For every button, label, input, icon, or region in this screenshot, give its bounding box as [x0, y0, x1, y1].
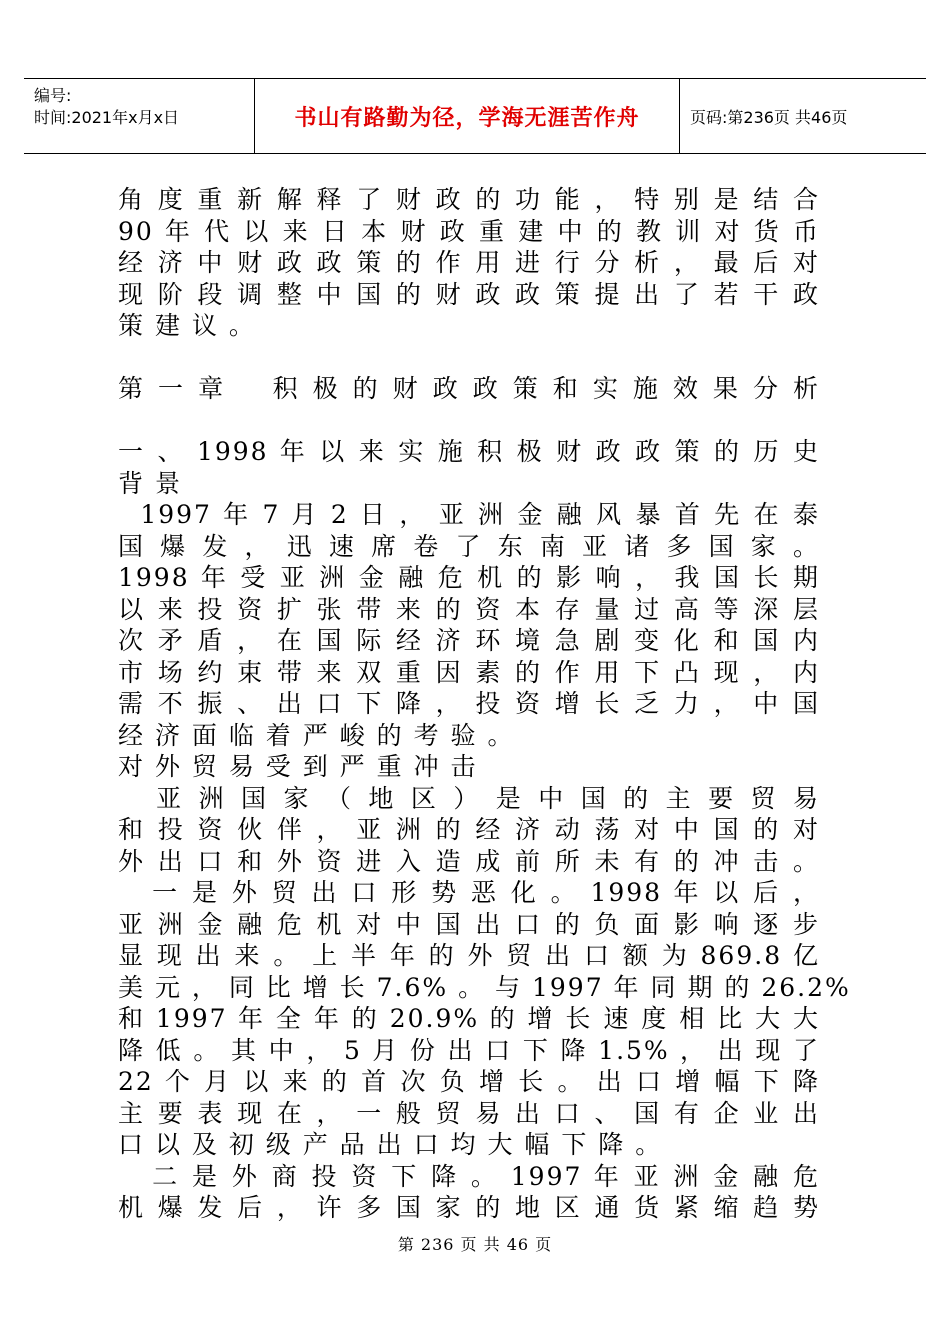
blank-line: [118, 342, 820, 374]
document-body: [118, 184, 851, 1224]
number-label: 编号:: [34, 86, 72, 105]
body-line: 和 投 资 伙 伴 ， 亚 洲 的 经 济 动 荡 对 中 国 的 对: [118, 815, 820, 844]
body-line: 美 元 ， 同 比 增 长 7.6% 。 与 1997 年 同 期 的 26.2%: [118, 972, 851, 1002]
body-line: 对 外 贸 易 受 到 严 重 冲 击: [118, 752, 478, 781]
body-line: 降 低 。 其 中 ， 5 月 份 出 口 下 降 1.5% ， 出 现 了: [118, 1035, 820, 1065]
blank-line: [118, 405, 820, 437]
body-line: 主 要 表 现 在 ， 一 般 贸 易 出 口 、 国 有 企 业 出: [118, 1098, 820, 1128]
body-line: 需 不 振 、 出 口 下 降 ， 投 资 增 长 乏 力 ， 中 国: [118, 689, 820, 718]
body-line: 经 济 中 财 政 政 策 的 作 用 进 行 分 析 ， 最 后 对: [118, 248, 820, 277]
body-line: 国 爆 发 ， 迅 速 席 卷 了 东 南 亚 诸 多 国 家 。: [118, 531, 820, 561]
header-motto: 书山有路勤为径，学海无涯苦作舟: [254, 79, 680, 153]
page-header: [24, 78, 926, 154]
body-line: 一 、 1998 年 以 来 实 施 积 极 财 政 政 策 的 历 史: [118, 437, 820, 466]
body-line: 1998 年 受 亚 洲 金 融 危 机 的 影 响 ， 我 国 长 期: [118, 563, 820, 592]
body-line: 口 以 及 初 级 产 品 出 口 均 大 幅 下 降 。: [118, 1130, 663, 1159]
body-line: 显 现 出 来 。 上 半 年 的 外 贸 出 口 额 为 869.8 亿: [118, 941, 820, 970]
header-meta: [24, 79, 254, 153]
body-line: 经 济 面 临 着 严 峻 的 考 验 。: [118, 720, 515, 750]
body-line: 市 场 约 束 带 来 双 重 因 素 的 作 用 下 凸 现 ， 内: [118, 657, 820, 687]
body-line: 22 个 月 以 来 的 首 次 负 增 长 。 出 口 增 幅 下 降: [118, 1067, 820, 1096]
body-line: 背 景: [118, 468, 182, 498]
body-line: 第 一 章 积 极 的 财 政 政 策 和 实 施 效 果 分 析: [118, 374, 820, 403]
header-page-label: 页码:第236页 共46页: [690, 107, 848, 127]
body-line: 二 是 外 商 投 资 下 降 。 1997 年 亚 洲 金 融 危: [118, 1161, 820, 1191]
body-line: 以 来 投 资 扩 张 带 来 的 资 本 存 量 过 高 等 深 层: [118, 594, 820, 624]
body-line: 现 阶 段 调 整 中 国 的 财 政 政 策 提 出 了 若 干 政: [118, 279, 820, 309]
body-line: 和 1997 年 全 年 的 20.9% 的 增 长 速 度 相 比 大 大: [118, 1004, 820, 1033]
page-footer: 第 236 页 共 46 页: [397, 1235, 553, 1254]
body-line: 90 年 代 以 来 日 本 财 政 重 建 中 的 教 训 对 货 币: [118, 216, 820, 246]
time-label: 时间:2021年x月x日: [34, 108, 180, 127]
body-line: 机 爆 发 后 ， 许 多 国 家 的 地 区 通 货 紧 缩 趋 势: [118, 1193, 820, 1222]
body-line: 次 矛 盾 ， 在 国 际 经 济 环 境 急 剧 变 化 和 国 内: [118, 626, 820, 655]
body-line: 角 度 重 新 解 释 了 财 政 的 功 能 ， 特 别 是 结 合: [118, 185, 820, 214]
body-line: 外 出 口 和 外 资 进 入 造 成 前 所 未 有 的 冲 击 。: [118, 846, 820, 876]
body-line: 亚 洲 金 融 危 机 对 中 国 出 口 的 负 面 影 响 逐 步: [118, 909, 820, 939]
body-line: 亚 洲 国 家 （ 地 区 ） 是 中 国 的 主 要 贸 易: [118, 783, 820, 813]
body-line: 策 建 议 。: [118, 311, 256, 340]
body-line: 1997 年 7 月 2 日 ， 亚 洲 金 融 风 暴 首 先 在 泰: [118, 500, 820, 529]
body-line: 一 是 外 贸 出 口 形 势 恶 化 。 1998 年 以 后 ，: [118, 878, 820, 907]
